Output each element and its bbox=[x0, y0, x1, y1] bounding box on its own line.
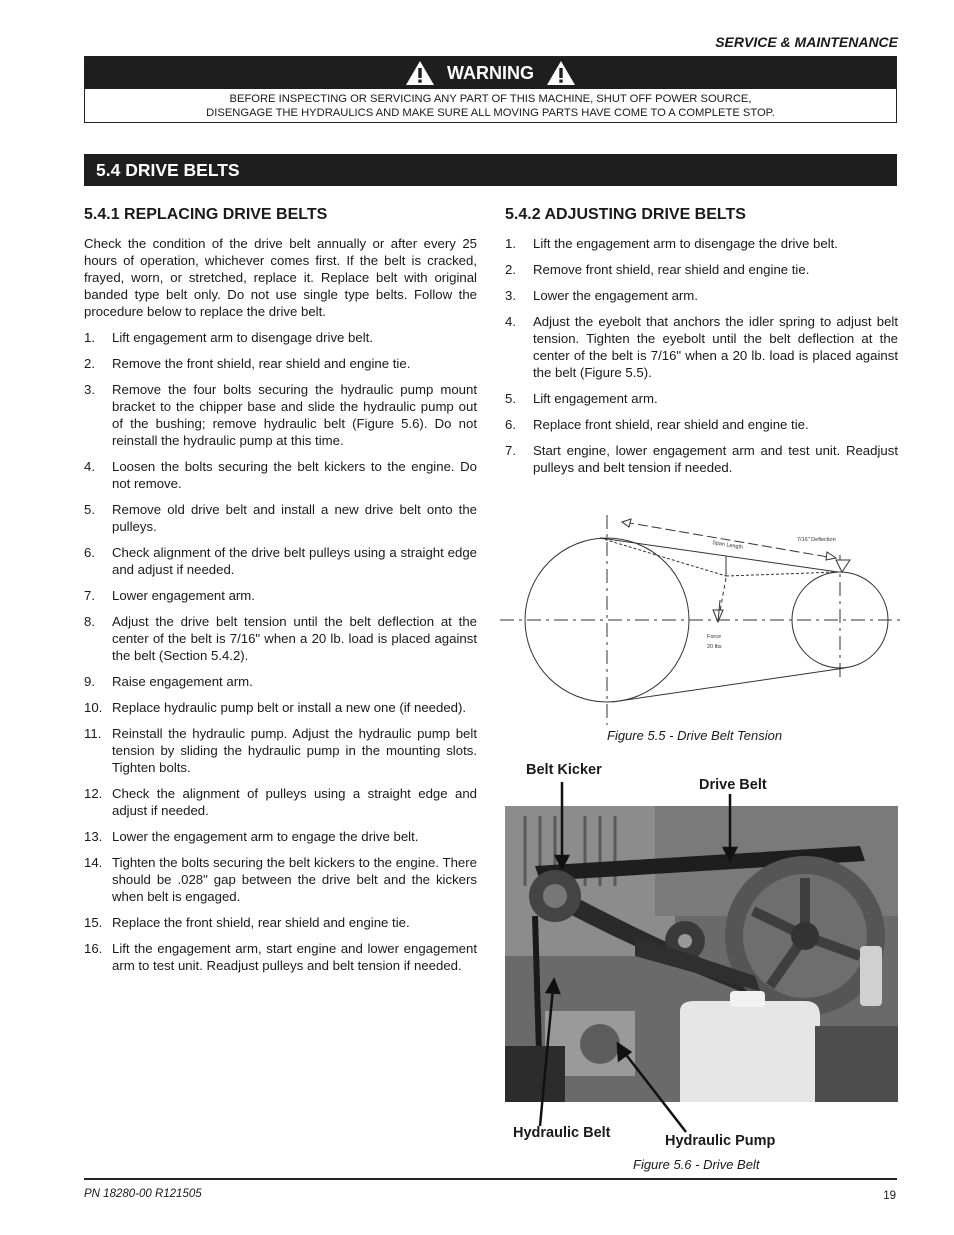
step-number: 1. bbox=[84, 330, 95, 345]
step-text: Remove front shield, rear shield and engine tie. bbox=[533, 262, 810, 277]
step-text: Check the alignment of pulleys using a straight edge and adjust if needed. bbox=[112, 786, 477, 818]
step-number: 15. bbox=[84, 915, 103, 930]
step-number: 11. bbox=[84, 726, 102, 741]
step-number: 4. bbox=[505, 314, 516, 329]
step-number: 4. bbox=[84, 459, 95, 474]
step-number: 5. bbox=[84, 502, 95, 517]
warning-triangle-icon bbox=[405, 60, 435, 86]
footer-page-number: 19 bbox=[883, 1190, 896, 1202]
running-header: SERVICE & MAINTENANCE bbox=[715, 34, 898, 50]
label-drive-belt: Drive Belt bbox=[699, 777, 767, 793]
step-text: Remove the front shield, rear shield and engine tie. bbox=[112, 356, 411, 371]
step-text: Lower engagement arm. bbox=[112, 588, 255, 603]
step-number: 1. bbox=[505, 236, 516, 251]
step-number: 13. bbox=[84, 829, 103, 844]
warning-text bbox=[85, 89, 896, 120]
step-number: 16. bbox=[84, 941, 103, 956]
left-step bbox=[84, 355, 477, 372]
hydraulic-belt-arrow bbox=[540, 988, 553, 1126]
step-number: 3. bbox=[505, 288, 516, 303]
warning-line-1: BEFORE INSPECTING OR SERVICING ANY PART OF THIS MACHINE, SHUT OFF POWER SOURCE, bbox=[229, 93, 752, 105]
right-heading: 5.4.2 ADJUSTING DRIVE BELTS bbox=[505, 206, 746, 223]
left-step bbox=[84, 329, 477, 346]
right-step bbox=[505, 416, 898, 433]
step-text: Tighten the bolts securing the belt kickers to the engine. There should be .028" gap between the drive belt and the kickers when belt is engaged. bbox=[112, 855, 477, 904]
left-step bbox=[84, 854, 477, 905]
right-steps-list bbox=[505, 235, 898, 485]
step-number: 2. bbox=[84, 356, 95, 371]
step-text: Check alignment of the drive belt pulleys using a straight edge and adjust if needed. bbox=[112, 545, 477, 577]
step-text: Loosen the bolts securing the belt kickers to the engine. Do not remove. bbox=[112, 459, 477, 491]
step-number: 3. bbox=[84, 382, 95, 397]
left-step bbox=[84, 673, 477, 690]
deflection-label: 7/16" Deflection bbox=[797, 537, 836, 543]
right-step bbox=[505, 442, 898, 476]
step-number: 7. bbox=[84, 588, 95, 603]
step-text: Remove the four bolts securing the hydraulic pump mount bracket to the chipper base and slide the hydraulic pump out of the bushing; remove hydraulic belt (Figure 5.6). Do not reinstall the hydraulic pump at this time. bbox=[112, 382, 477, 448]
step-text: Replace front shield, rear shield and engine tie. bbox=[533, 417, 809, 432]
step-text: Lift the engagement arm to disengage the drive belt. bbox=[533, 236, 838, 251]
drive-belt-tension-diagram bbox=[500, 510, 900, 730]
right-step bbox=[505, 313, 898, 381]
label-hydraulic-belt: Hydraulic Belt bbox=[513, 1125, 611, 1141]
left-step bbox=[84, 458, 477, 492]
step-number: 6. bbox=[84, 545, 95, 560]
step-number: 12. bbox=[84, 786, 103, 801]
figure-5-6-caption: Figure 5.6 - Drive Belt bbox=[633, 1157, 760, 1172]
left-step bbox=[84, 940, 477, 974]
step-number: 6. bbox=[505, 417, 516, 432]
span-length-label: Span Length bbox=[711, 540, 744, 551]
right-step bbox=[505, 235, 898, 252]
left-step bbox=[84, 544, 477, 578]
hydraulic-pump-arrow bbox=[624, 1052, 686, 1132]
step-text: Lift the engagement arm, start engine and lower engagement arm to test unit. Readjust pulleys and belt tension if needed. bbox=[112, 941, 477, 973]
label-hydraulic-pump: Hydraulic Pump bbox=[665, 1133, 776, 1149]
left-step bbox=[84, 914, 477, 931]
step-text: Replace hydraulic pump belt or install a new one (if needed). bbox=[112, 700, 467, 715]
force-value-label: 20 lbs bbox=[707, 644, 722, 650]
left-heading: 5.4.1 REPLACING DRIVE BELTS bbox=[84, 206, 328, 223]
right-step bbox=[505, 287, 898, 304]
step-number: 2. bbox=[505, 262, 516, 277]
step-number: 14. bbox=[84, 855, 103, 870]
step-number: 8. bbox=[84, 614, 95, 629]
left-intro: Check the condition of the drive belt annually or after every 25 hours of operation, whichever comes first. If the belt is cracked, frayed, worn, or stretched, replace it. Replace belt with original banded type belt only. Do not use single type belts. Follow the procedure below to replace the drive belt. bbox=[84, 236, 477, 319]
left-step bbox=[84, 699, 477, 716]
left-step bbox=[84, 381, 477, 449]
step-text: Reinstall the hydraulic pump. Adjust the hydraulic pump belt tension by sliding the hydraulic pump in the mounting slots. Tighten bolts. bbox=[112, 726, 477, 775]
step-number: 9. bbox=[84, 674, 95, 689]
warning-box bbox=[84, 56, 897, 123]
warning-triangle-icon bbox=[546, 60, 576, 86]
force-label: Force bbox=[707, 634, 722, 640]
right-step bbox=[505, 390, 898, 407]
step-text: Adjust the drive belt tension until the belt deflection at the center of the belt is 7/16" when a 20 lb. load is placed against the belt (Section 5.4.2). bbox=[112, 614, 477, 663]
footer-part-number: PN 18280-00 R121505 bbox=[84, 1188, 202, 1200]
figure-5-5-caption: Figure 5.5 - Drive Belt Tension bbox=[607, 728, 783, 743]
left-step bbox=[84, 613, 477, 664]
step-text: Lift engagement arm. bbox=[533, 391, 658, 406]
step-number: 10. bbox=[84, 700, 103, 715]
step-text: Lower the engagement arm. bbox=[533, 288, 698, 303]
step-number: 5. bbox=[505, 391, 516, 406]
left-step bbox=[84, 587, 477, 604]
left-step bbox=[84, 828, 477, 845]
step-text: Replace the front shield, rear shield and engine tie. bbox=[112, 915, 410, 930]
left-step bbox=[84, 785, 477, 819]
step-number: 7. bbox=[505, 443, 516, 458]
callout-arrows bbox=[500, 760, 900, 1180]
warning-line-2: DISENGAGE THE HYDRAULICS AND MAKE SURE ALL MOVING PARTS HAVE COME TO A COMPLETE STOP. bbox=[206, 107, 775, 119]
warning-title-bar bbox=[85, 57, 896, 89]
step-text: Lift engagement arm to disengage drive belt. bbox=[112, 330, 373, 345]
left-steps-list bbox=[84, 329, 477, 983]
left-step bbox=[84, 725, 477, 776]
step-text: Adjust the eyebolt that anchors the idler spring to adjust belt tension. Tighten the eyebolt until the belt deflection at the center of the belt is 7/16" when a 20 lb. load is placed against the belt (Figure 5.5). bbox=[533, 314, 898, 380]
right-step bbox=[505, 261, 898, 278]
left-step bbox=[84, 501, 477, 535]
section-title: 5.4 DRIVE BELTS bbox=[84, 154, 897, 186]
belt-bottom-span bbox=[612, 668, 845, 702]
step-text: Start engine, lower engagement arm and test unit. Readjust pulleys and belt tension if needed. bbox=[533, 443, 898, 475]
step-text: Lower the engagement arm to engage the drive belt. bbox=[112, 829, 419, 844]
label-belt-kicker: Belt Kicker bbox=[526, 762, 602, 778]
footer-rule bbox=[84, 1178, 897, 1180]
step-text: Raise engagement arm. bbox=[112, 674, 253, 689]
step-text: Remove old drive belt and install a new drive belt onto the pulleys. bbox=[112, 502, 477, 534]
warning-title: WARNING bbox=[447, 62, 534, 83]
